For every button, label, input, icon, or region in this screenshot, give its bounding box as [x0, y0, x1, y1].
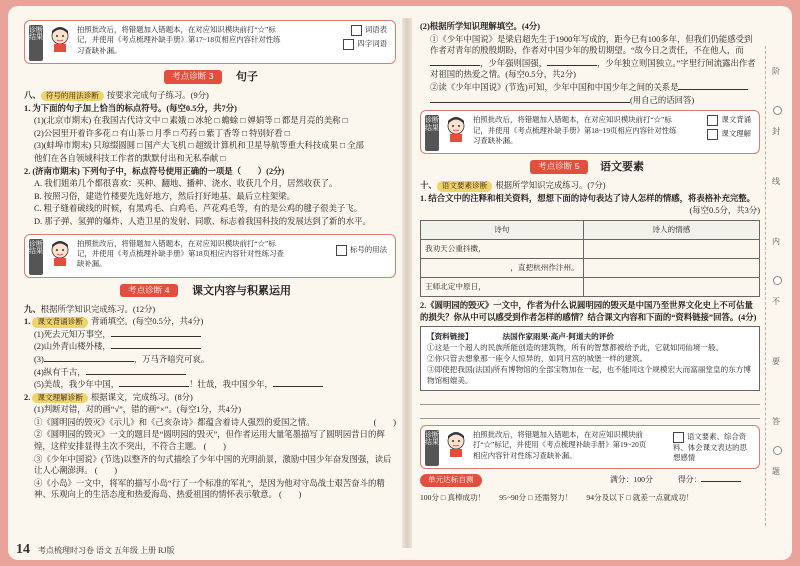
resource-link-box [420, 326, 760, 391]
question-tag: 课文理解诊断 [32, 393, 88, 403]
score-level[interactable]: 94分及以下 □ 就差一点就成功！ [586, 493, 694, 503]
section-title: 句子 [236, 71, 258, 83]
fill-line[interactable]: ②读《少年中国说》(节选)可知，少年中国和中国少年之间的关系是 [420, 82, 760, 94]
answer-line[interactable] [420, 405, 760, 419]
right-page [420, 20, 760, 546]
table-header: 诗人的情感 [583, 220, 759, 239]
fill-line[interactable]: (4)纵有千古， [24, 367, 396, 379]
question-line: ①《少年中国说》是梁启超先生于1900年写成的，距今已有100多年，但我们仍能感受到作者对青年的殷殷期盼，作者对中国少年的殷切期望。“故今日之责任，不在他人，而 [430, 34, 753, 56]
score-level[interactable]: 100分 □ 真棒成功！ [420, 493, 486, 503]
score-levels [420, 493, 760, 503]
poem-table [420, 220, 760, 297]
diagnosis-option[interactable]: 词语表 [351, 25, 387, 36]
link-heading: 法国作家雨果·高卢·阿道夫的评价 [502, 332, 614, 342]
question-line: (2)公园里开着许多花 □ 有山茶 □ 月季 □ 芍药 □ 紫丁香等 □ 特别好看 □ [34, 128, 290, 138]
question-heading: 八、 符号的用法诊断 按要求完成句子练习。(9分) [24, 91, 209, 100]
diagnosis-option[interactable]: 课文背诵 [707, 115, 751, 126]
seal-line-sidebar: 阶 封 线 内 不 要 答 题 [765, 46, 788, 526]
section-title: 课文内容与积累运用 [192, 284, 291, 297]
sub-question: 2. 课文理解诊断 根据课文，完成练习。(8分) [24, 392, 193, 402]
question-heading: 十、 语文要素诊断 根据所学知识完成练习。(7分) [420, 181, 606, 191]
points-note: (每空0.5分，共3分) [689, 206, 760, 216]
diagnosis-box [24, 20, 396, 64]
answer-option[interactable]: B. 按照习俗，建造竹楼要先选好地方，然后打好地基、最后立柱架梁。 [34, 191, 296, 201]
answer-cell[interactable] [583, 277, 759, 296]
diagnosis-box [420, 425, 760, 469]
question-tag: 课文背诵诊断 [32, 317, 88, 327]
diagnosis-text: 拍照批改后，将错题加入错题本，在对应知识模块前打“☆”标记，并使用《考点梳理补缺手册》第19~20页相应内容针对性练习查缺补漏。 [473, 430, 647, 460]
score-level[interactable]: 95~90分 □ 还需努力！ [499, 493, 573, 503]
section-banner [24, 70, 396, 86]
judge-item[interactable]: ( ) ①《圆明园的毁灭》《示儿》和《己亥杂诗》都蕴含着诗人强烈的爱国之情。 [34, 417, 396, 427]
diagnosis-tag: 诊断结果 [29, 239, 43, 275]
diagnosis-text: 拍照批改后，将错题加入错题本，在对应知识模块前打“☆”标记，并使用《考点梳理补缺手册》第17~18页相应内容针对性练习查缺补漏。 [77, 25, 281, 55]
section-title: 语文要素 [600, 161, 644, 174]
table-header: 诗句 [421, 220, 584, 239]
question-line: (1)(北京市期末) 在我国古代诗文中 □ 素娥 □ 冰轮 □ 蟾蜍 □ 婵娟等 □ 都是月亮的美称 □ [34, 116, 348, 126]
sub-question: 1. 结合文中的注释和相关资料，想想下面的诗句表达了诗人怎样的情感，将表格补充完整。 [420, 193, 755, 203]
table-cell: 王师北定中原日， [421, 277, 584, 296]
sub-question: 1. 课文背诵诊断 背诵填空。(每空0.5分，共4分) [24, 317, 204, 327]
diagnosis-box [420, 110, 760, 154]
section-pill: 考点诊断 4 [120, 284, 178, 298]
checkbox[interactable] [351, 25, 362, 36]
section-banner [420, 160, 760, 176]
section-pill: 考点诊断 3 [164, 70, 222, 84]
checkbox[interactable] [343, 39, 354, 50]
judge-item[interactable]: ③《少年中国说》(节选)以整齐的句式描绘了少年中国的光明前景，激励中国少年奋发图强，读后让人心潮澎湃。 ( ) [34, 454, 392, 476]
section-banner [24, 284, 396, 300]
diagnosis-box [24, 234, 396, 278]
student-avatar-icon [47, 25, 73, 53]
judge-item[interactable]: ④《小岛》一文中，将军的描写小岛“行了一个标准的军礼”，是因为他对守岛战士艰苦奋斗的精神、乐观向上的生活态度和热爱海岛、热爱祖国的情怀表示敬意。 ( ) [34, 478, 385, 500]
sub-question-text: (1)判断对错，对的画“√”，错的画“×”。(每空1分，共4分) [34, 405, 242, 415]
page-footer: 14 考点梳理时习卷 语文 五年级 上册 RJ版 [16, 542, 175, 557]
sub-question: 2. (济南市期末) 下列句子中，标点符号使用正确的一项是（ ）(2分) [24, 166, 285, 176]
table-cell: ，直把杭州作汴州。 [421, 258, 584, 277]
answer-cell[interactable] [583, 258, 759, 277]
link-item: ②你只管去想象那一座令人惊异的，如同月宫的城堡一样的建筑。 [427, 354, 648, 364]
link-item: ③即使把我国(法国)所有博物馆的全部宝物加在一起，也不能同这个规模宏大而富丽堂皇的东方博物馆相媲美。 [427, 365, 751, 386]
checkbox[interactable] [673, 432, 684, 443]
fill-line[interactable]: (2)山外青山楼外楼， [24, 341, 396, 353]
checkbox[interactable] [707, 129, 718, 140]
answer-cell[interactable] [583, 239, 759, 258]
student-avatar-icon [443, 115, 469, 143]
question-line: 他们在各自领域科技工作者的默默付出和无私奉献 □ [34, 153, 226, 163]
answer-option[interactable]: C. 粗子缝着破线的时候，有黑鸡毛、白鸡毛、芦花鸡毛等，有的是公鸡的毽子很美子飞。 [34, 204, 363, 214]
score-bar [420, 475, 760, 493]
score-field[interactable]: 得分： [678, 475, 741, 486]
judge-item[interactable]: ②《圆明园的毁灭》一文的题目是“圆明园的毁灭”，但作者运用大量笔墨描写了圆明园昔日的辉煌，这样安排显得主次不突出，不符合主题。 ( ) [34, 430, 385, 452]
left-page [24, 20, 396, 546]
diagnosis-option[interactable]: 课文理解 [707, 129, 751, 140]
exam-sheet [8, 6, 792, 560]
diagnosis-option[interactable]: 语文要素、综合资料、体会课文表达的思想感情 [673, 432, 747, 463]
table-row [421, 277, 760, 296]
student-avatar-icon [443, 430, 469, 458]
binding-hole-icon [773, 276, 782, 285]
binding-hole-icon [773, 106, 782, 115]
section-pill: 考点诊断 5 [530, 160, 588, 174]
question-tag: 符号的用法诊断 [41, 91, 104, 101]
fill-line[interactable]: ，少年强则国强， ，少年独立则国独立。”字里行间流露出作者对祖国的热爱之情。(每空0.5分，共2分) [430, 58, 756, 80]
fill-line[interactable]: (用自己的话回答) [420, 95, 760, 107]
answer-option[interactable]: D. 那子弹、氢弹的爆炸、人造卫星的发射、同歌、标志着我国科技的发展达到了新的水平。 [34, 216, 371, 226]
diagnosis-tag: 诊断结果 [425, 115, 439, 151]
fill-line[interactable]: (3) ，万马齐喑究可哀。 [34, 354, 210, 364]
diagnosis-option[interactable]: 标号的用法 [336, 245, 387, 256]
checkbox[interactable] [707, 115, 718, 126]
sub-question: 1. 为下面的句子加上恰当的标点符号。(每空0.5分，共7分) [24, 103, 237, 113]
binding-hole-icon [773, 446, 782, 455]
table-cell: 我劝天公重抖擞， [421, 239, 584, 258]
checkbox[interactable] [336, 245, 347, 256]
sub-question: (2)根据所学知识理解填空。(4分) [420, 22, 541, 31]
self-test-label: 单元达标自测 [420, 474, 482, 486]
question-tag: 语文要素诊断 [437, 181, 493, 191]
diagnosis-tag: 诊断结果 [425, 430, 439, 466]
question-line: (3)(蚌埠市期末) 只琼缀圆圆 □ 国产大飞机 □ 超级计算机和卫星导航等重大科技成果 □ 全部 [34, 141, 364, 151]
fill-line[interactable]: (1)死去元知万事空， [24, 329, 396, 341]
answer-line[interactable] [420, 391, 760, 405]
page-number: 14 [16, 542, 30, 557]
diagnosis-text: 拍照批改后，将错题加入错题本，在对应知识模块前打“☆”标记，并使用《考点梳理补缺手册》第18页相应内容针对性练习查缺补漏。 [77, 238, 284, 269]
full-score: 满分：100分 [610, 475, 653, 485]
diagnosis-text: 拍照批改后，将错题加入错题本，在对应知识模块前打“☆”标记，并使用《考点梳理补缺手册》第18~19页相应内容针对性练习查缺补漏。 [473, 115, 677, 145]
answer-option[interactable]: A. 我们姐弟几个都很喜欢：买种、翻地、播种、浇水、收获几个月，居然收获了。 [34, 179, 338, 189]
diagnosis-option[interactable]: 四字词语 [343, 39, 387, 50]
student-avatar-icon [47, 239, 73, 267]
sub-question: 2.《圆明园的毁灭》一文中，作者为什么说圆明园的毁灭是中国乃至世界文化史上不可估量的损失？你从中可以感受到作者怎样的感情？结合课文内容和下面的“资料链接”回答。(4分) [420, 300, 757, 322]
table-row [421, 258, 760, 277]
question-heading: 九、根据所学知识完成练习。(12分) [24, 304, 156, 314]
book-gutter [402, 18, 412, 548]
link-item: ①这是一个超人的民族所能创造的建筑物，所有的智慧都被给予此，它就如同仙境一般。 [427, 343, 724, 353]
link-title: 【资料链接】 [427, 332, 473, 342]
diagnosis-tag: 诊断结果 [29, 25, 43, 61]
table-row [421, 239, 760, 258]
fill-line[interactable]: (5)美哉，我少年中国， ！壮哉，我中国少年， [24, 379, 396, 391]
